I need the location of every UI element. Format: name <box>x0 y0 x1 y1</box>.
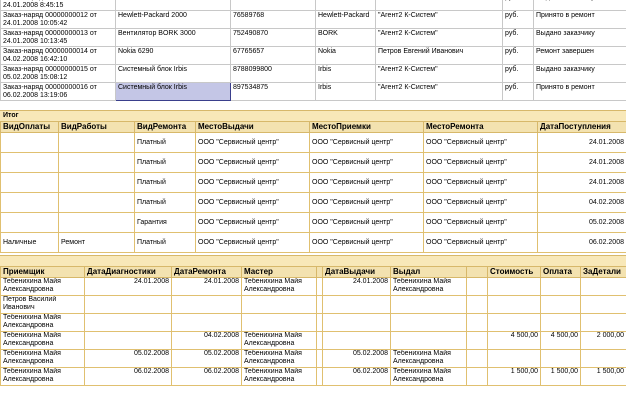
cell[interactable] <box>391 332 467 350</box>
order-device[interactable]: Hewlett-Packard 2000 <box>116 11 231 29</box>
cell[interactable] <box>59 133 135 153</box>
cell[interactable] <box>85 332 172 350</box>
cell[interactable]: 1 500,00 <box>581 368 626 386</box>
cell[interactable]: ООО "Сервисный центр" <box>310 213 424 233</box>
cell[interactable] <box>85 314 172 332</box>
cell[interactable]: Тебенихина Майя Александровна <box>242 332 317 350</box>
cell[interactable]: 4 500,00 <box>488 332 541 350</box>
cell[interactable]: 04.02.2008 <box>172 332 242 350</box>
col-header[interactable]: Стоимость <box>488 267 541 278</box>
table-row[interactable] <box>1 233 626 253</box>
cell[interactable] <box>1 173 59 193</box>
orders-table <box>0 0 626 101</box>
table-row[interactable] <box>1 278 626 296</box>
cell[interactable]: Тебенихина Майя Александровна <box>242 278 317 296</box>
cell[interactable]: ООО "Сервисный центр" <box>196 233 310 253</box>
order-doc[interactable]: Заказ-наряд 00000000013 от 24.01.2008 10:13:45 <box>1 29 116 47</box>
section-band <box>0 255 626 266</box>
order-brand[interactable]: Nokia <box>316 47 376 65</box>
order-brand[interactable]: BORK <box>316 29 376 47</box>
cell[interactable] <box>242 314 317 332</box>
cell[interactable]: 06.02.2008 <box>538 233 626 253</box>
cell[interactable]: Тебенихина Майя Александровна <box>242 368 317 386</box>
table-row[interactable] <box>1 213 626 233</box>
cell[interactable]: Тебенихина Майя Александровна <box>391 278 467 296</box>
order-serial[interactable]: 897534875 <box>231 83 316 101</box>
order-brand[interactable]: Irbis <box>316 83 376 101</box>
cell[interactable]: Тебенихина Майя Александровна <box>391 368 467 386</box>
cell[interactable] <box>541 278 581 296</box>
order-brand[interactable]: Irbis <box>316 65 376 83</box>
cell[interactable] <box>391 296 467 314</box>
cell[interactable]: 04.02.2008 <box>538 193 626 213</box>
col-header[interactable]: Выдал <box>391 267 467 278</box>
cell[interactable] <box>488 296 541 314</box>
cell[interactable]: Тебенихина Майя Александровна <box>1 350 85 368</box>
order-client[interactable] <box>376 0 503 11</box>
cell[interactable] <box>1 213 59 233</box>
col-header[interactable]: Приемщик <box>1 267 85 278</box>
cell[interactable] <box>59 193 135 213</box>
cell[interactable]: ООО "Сервисный центр" <box>310 233 424 253</box>
cell[interactable] <box>1 133 59 153</box>
order-currency[interactable]: руб. <box>503 47 534 65</box>
table-row[interactable] <box>1 83 626 101</box>
order-status[interactable]: Выдано заказчику <box>534 29 626 47</box>
cell[interactable]: Тебенихина Майя Александровна <box>1 368 85 386</box>
cell[interactable]: 1 500,00 <box>488 368 541 386</box>
cell[interactable]: ООО "Сервисный центр" <box>424 193 538 213</box>
order-currency[interactable]: руб. <box>503 83 534 101</box>
order-currency[interactable]: руб. <box>503 11 534 29</box>
cell[interactable]: 24.01.2008 <box>85 278 172 296</box>
cell[interactable]: 4 500,00 <box>541 332 581 350</box>
cell[interactable]: Гарантия <box>135 213 196 233</box>
order-currency[interactable]: руб. <box>503 65 534 83</box>
cell[interactable] <box>59 213 135 233</box>
cell[interactable] <box>59 173 135 193</box>
header-row <box>1 122 626 133</box>
cell[interactable] <box>1 193 59 213</box>
table-row[interactable] <box>1 0 626 11</box>
cell[interactable]: ООО "Сервисный центр" <box>196 173 310 193</box>
service-table <box>0 121 626 253</box>
cell[interactable]: 24.01.2008 <box>538 153 626 173</box>
order-status[interactable] <box>534 0 626 11</box>
col-header[interactable]: ВидРаботы <box>59 122 135 133</box>
order-device[interactable]: Вентилятор BORK 3000 <box>116 29 231 47</box>
cell[interactable]: 24.01.2008 <box>323 278 391 296</box>
cell[interactable]: ООО "Сервисный центр" <box>196 133 310 153</box>
cell[interactable] <box>467 314 488 332</box>
cell[interactable]: 06.02.2008 <box>323 368 391 386</box>
col-header[interactable] <box>467 267 488 278</box>
col-header[interactable]: Мастер <box>242 267 317 278</box>
order-currency[interactable] <box>503 0 534 11</box>
order-doc[interactable]: Заказ-наряд 00000000016 от 06.02.2008 13:19:06 <box>1 83 116 101</box>
order-serial[interactable]: 76589768 <box>231 11 316 29</box>
order-client[interactable]: "Агент2 К-Систем" <box>376 83 503 101</box>
cell[interactable] <box>467 332 488 350</box>
order-doc[interactable]: Заказ-наряд 00000000015 от 05.02.2008 15:08:12 <box>1 65 116 83</box>
cell[interactable]: 06.02.2008 <box>172 368 242 386</box>
table-row[interactable] <box>1 133 626 153</box>
cell[interactable] <box>1 153 59 173</box>
order-client[interactable]: Петров Евгений Иванович <box>376 47 503 65</box>
cell[interactable]: Тебенихина Майя Александровна <box>242 350 317 368</box>
table-row[interactable] <box>1 314 626 332</box>
order-serial[interactable]: 67765657 <box>231 47 316 65</box>
cell[interactable]: Платный <box>135 173 196 193</box>
col-header[interactable]: ДатаПоступления <box>538 122 626 133</box>
table-row[interactable] <box>1 193 626 213</box>
cell[interactable] <box>541 296 581 314</box>
cell[interactable]: 24.01.2008 <box>172 278 242 296</box>
cell[interactable] <box>541 350 581 368</box>
cell[interactable] <box>488 314 541 332</box>
cell[interactable]: Тебенихина Майя Александровна <box>1 278 85 296</box>
order-client[interactable]: "Агент2 К-Систем" <box>376 29 503 47</box>
cell[interactable] <box>242 296 317 314</box>
order-status[interactable]: Принято в ремонт <box>534 83 626 101</box>
order-currency[interactable]: руб. <box>503 29 534 47</box>
table-row[interactable] <box>1 368 626 386</box>
col-header[interactable]: Оплата <box>541 267 581 278</box>
col-header[interactable]: МестоПриемки <box>310 122 424 133</box>
cell[interactable]: 05.02.2008 <box>172 350 242 368</box>
cell[interactable] <box>323 314 391 332</box>
cell[interactable] <box>467 368 488 386</box>
cell[interactable]: ООО "Сервисный центр" <box>196 213 310 233</box>
cell[interactable]: 05.02.2008 <box>85 350 172 368</box>
cell[interactable]: ООО "Сервисный центр" <box>424 133 538 153</box>
cell[interactable] <box>467 278 488 296</box>
order-device[interactable]: Системный блок Irbis <box>116 65 231 83</box>
table-row[interactable] <box>1 65 626 83</box>
col-header[interactable]: ЗаДетали <box>581 267 626 278</box>
cell[interactable] <box>323 296 391 314</box>
col-header[interactable]: ВидОплаты <box>1 122 59 133</box>
table-row[interactable] <box>1 153 626 173</box>
order-serial[interactable] <box>231 0 316 11</box>
cell[interactable] <box>59 153 135 173</box>
cell[interactable]: 2 000,00 <box>581 332 626 350</box>
order-status[interactable]: Ремонт завершен <box>534 47 626 65</box>
col-header[interactable]: МестоРемонта <box>424 122 538 133</box>
order-serial[interactable]: 8788099800 <box>231 65 316 83</box>
cell[interactable]: 06.02.2008 <box>85 368 172 386</box>
table-row[interactable] <box>1 29 626 47</box>
cell[interactable]: ООО "Сервисный центр" <box>424 233 538 253</box>
cell[interactable] <box>172 296 242 314</box>
col-header[interactable]: ДатаРемонта <box>172 267 242 278</box>
order-device-selected-cell[interactable]: Системный блок Irbis <box>116 83 231 101</box>
cell[interactable]: Наличные <box>1 233 59 253</box>
cell[interactable]: ООО "Сервисный центр" <box>310 193 424 213</box>
cell[interactable]: ООО "Сервисный центр" <box>196 153 310 173</box>
cell[interactable]: Тебенихина Майя Александровна <box>391 350 467 368</box>
cell[interactable]: Платный <box>135 233 196 253</box>
cell[interactable]: 05.02.2008 <box>538 213 626 233</box>
table-row[interactable] <box>1 47 626 65</box>
cell[interactable]: ООО "Сервисный центр" <box>310 133 424 153</box>
cell[interactable]: Ремонт <box>59 233 135 253</box>
cell[interactable]: Платный <box>135 193 196 213</box>
cell[interactable] <box>581 314 626 332</box>
cell[interactable]: ООО "Сервисный центр" <box>196 193 310 213</box>
order-client[interactable]: "Агент2 К-Систем" <box>376 11 503 29</box>
cell[interactable]: ООО "Сервисный центр" <box>424 213 538 233</box>
order-device[interactable] <box>116 0 231 11</box>
cell[interactable] <box>488 350 541 368</box>
cell[interactable]: ООО "Сервисный центр" <box>424 173 538 193</box>
col-header[interactable]: МестоВыдачи <box>196 122 310 133</box>
cell[interactable]: 1 500,00 <box>541 368 581 386</box>
order-brand[interactable] <box>316 0 376 11</box>
order-doc[interactable]: 24.01.2008 8:45:15 <box>1 0 116 11</box>
order-status[interactable]: Выдано заказчику <box>534 65 626 83</box>
cell[interactable]: ООО "Сервисный центр" <box>310 153 424 173</box>
col-header[interactable]: ВидРемонта <box>135 122 196 133</box>
table-row[interactable] <box>1 11 626 29</box>
col-header[interactable]: ДатаДиагностики <box>85 267 172 278</box>
table-row[interactable] <box>1 296 626 314</box>
cell[interactable]: Тебенихина Майя Александровна <box>1 332 85 350</box>
cell[interactable] <box>467 350 488 368</box>
cell[interactable]: 24.01.2008 <box>538 173 626 193</box>
table-row[interactable] <box>1 350 626 368</box>
cell[interactable]: 05.02.2008 <box>323 350 391 368</box>
order-serial[interactable]: 752490870 <box>231 29 316 47</box>
cell[interactable] <box>323 332 391 350</box>
order-status[interactable]: Принято в ремонт <box>534 11 626 29</box>
cell[interactable] <box>391 314 467 332</box>
staff-table <box>0 266 626 386</box>
col-header[interactable]: ДатаВыдачи <box>323 267 391 278</box>
cell[interactable] <box>581 278 626 296</box>
cell[interactable]: 24.01.2008 <box>538 133 626 153</box>
cell[interactable] <box>172 314 242 332</box>
order-doc[interactable]: Заказ-наряд 00000000014 от 04.02.2008 16:42:10 <box>1 47 116 65</box>
cell[interactable]: Петров Василий Иванович <box>1 296 85 314</box>
cell[interactable]: Платный <box>135 153 196 173</box>
order-device[interactable]: Nokia 6290 <box>116 47 231 65</box>
cell[interactable]: Тебенихина Майя Александровна <box>1 314 85 332</box>
itog-label: Итог <box>3 112 19 119</box>
cell[interactable] <box>541 314 581 332</box>
cell[interactable] <box>85 296 172 314</box>
table-row[interactable] <box>1 332 626 350</box>
cell[interactable]: Платный <box>135 133 196 153</box>
orders-rows <box>1 0 626 101</box>
table-row[interactable] <box>1 173 626 193</box>
cell[interactable] <box>488 278 541 296</box>
order-doc[interactable]: Заказ-наряд 00000000012 от 24.01.2008 10:05:42 <box>1 11 116 29</box>
cell[interactable] <box>581 350 626 368</box>
order-client[interactable]: "Агент2 К-Систем" <box>376 65 503 83</box>
order-brand[interactable]: Hewlett-Packard <box>316 11 376 29</box>
header-row <box>1 267 626 278</box>
cell[interactable]: ООО "Сервисный центр" <box>310 173 424 193</box>
cell[interactable] <box>467 296 488 314</box>
cell[interactable]: ООО "Сервисный центр" <box>424 153 538 173</box>
cell[interactable] <box>581 296 626 314</box>
